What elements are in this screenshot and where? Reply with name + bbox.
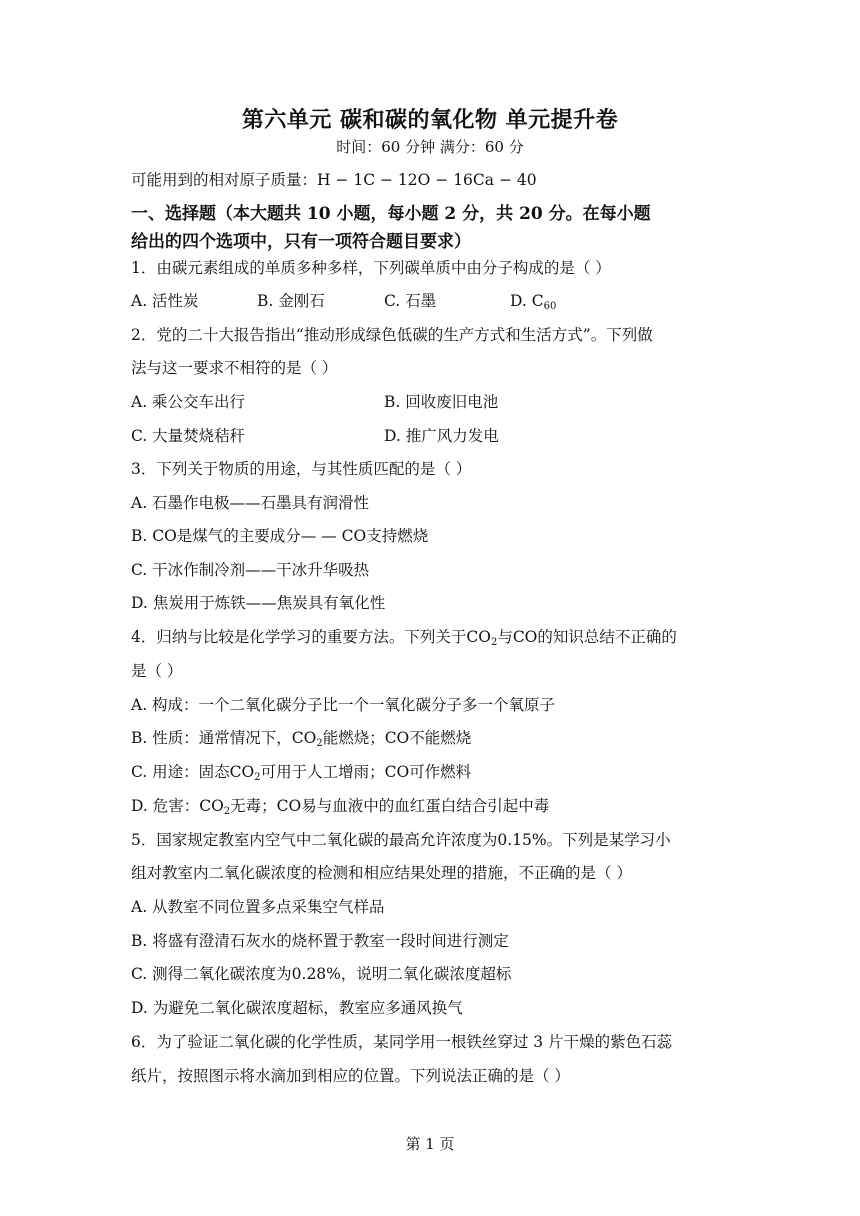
page-number: 第 1 页 (405, 1135, 455, 1153)
exam-info: 时间：60 分钟 满分：60 分 (336, 138, 524, 156)
q3-option-d: D. 焦炭用于炼铁——焦炭具有氧化性 (131, 594, 386, 612)
q2-option-b: B. 回收废旧电池 (384, 393, 499, 411)
q6-stem-line2: 纸片，按照图示将水滴加到相应的位置。下列说法正确的是（ ） (131, 1067, 570, 1085)
q5-option-a: A. 从教室不同位置多点采集空气样品 (131, 898, 385, 916)
q5-stem-line2: 组对教室内二氧化碳浓度的检测和相应结果处理的措施，不正确的是（ ） (131, 864, 632, 882)
q4-option-c: C. 用途：固态$CO_2$可用于人工增雨；CO可作燃料 (131, 763, 472, 783)
section-heading-line2: 给出的四个选项中，只有一项符合题目要求） (131, 232, 471, 252)
q3-option-c: C. 干冰作制冷剂——干冰升华吸热 (131, 561, 370, 579)
q2-stem-line2: 法与这一要求不相符的是（ ） (131, 359, 338, 377)
q2-stem-line1: 2．党的二十大报告指出“推动形成绿色低碳的生产方式和生活方式”。下列做 (131, 326, 653, 344)
q5-option-d: D. 为避免二氧化碳浓度超标，教室应多通风换气 (131, 999, 463, 1017)
q1-stem: 1．由碳元素组成的单质多种多样，下列碳单质中由分子构成的是（ ） (131, 259, 611, 277)
q3-option-a: A. 石墨作电极——石墨具有润滑性 (131, 494, 370, 512)
q4-option-a: A. 构成：一个二氧化碳分子比一个一氧化碳分子多一个氧原子 (131, 696, 556, 714)
q6-stem-line1: 6．为了验证二氧化碳的化学性质，某同学用一根铁丝穿过 3 片干燥的紫色石蕊 (131, 1033, 673, 1051)
q3-stem: 3．下列关于物质的用途，与其性质匹配的是（ ） (131, 460, 472, 478)
q4-stem-line1: 4．归纳与比较是化学学习的重要方法。下列关于$CO_2$与CO的知识总结不正确的 (131, 628, 677, 648)
q5-option-b: B. 将盛有澄清石灰水的烧杯置于教室一段时间进行测定 (131, 932, 509, 950)
q1-option-d: D. $C_{60}$ (510, 292, 557, 312)
q2-option-a: A. 乘公交车出行 (131, 393, 246, 411)
page-title: 第六单元 碳和碳的氧化物 单元提升卷 (241, 107, 619, 133)
q2-option-c: C. 大量焚烧秸秆 (131, 427, 246, 445)
q5-stem-line1: 5．国家规定教室内空气中二氧化碳的最高允许浓度为0.15%。下列是某学习小 (131, 831, 671, 849)
q1-option-a: A. 活性炭 (131, 292, 199, 310)
q5-option-c: C. 测得二氧化碳浓度为0.28%，说明二氧化碳浓度超标 (131, 965, 512, 983)
q3-option-b: B. CO是煤气的主要成分— — CO支持燃烧 (131, 527, 429, 545)
q4-option-b: B. 性质：通常情况下，$CO_2$能燃烧；CO不能燃烧 (131, 729, 472, 749)
q4-option-d: D. 危害：$CO_2$无毒；CO易与血液中的血红蛋白结合引起中毒 (131, 797, 550, 817)
q4-stem-line2: 是（ ） (131, 662, 183, 680)
section-heading-line1: 一、选择题（本大题共 10 小题，每小题 2 分，共 20 分。在每小题 (131, 204, 651, 224)
q2-option-d: D. 推广风力发电 (384, 427, 499, 445)
atomic-mass-note: 可能用到的相对原子质量：H − 1C − 12O − 16Ca − 40 (131, 171, 537, 189)
q1-option-c: C. 石墨 (384, 292, 437, 310)
q1-option-b: B. 金刚石 (257, 292, 325, 310)
